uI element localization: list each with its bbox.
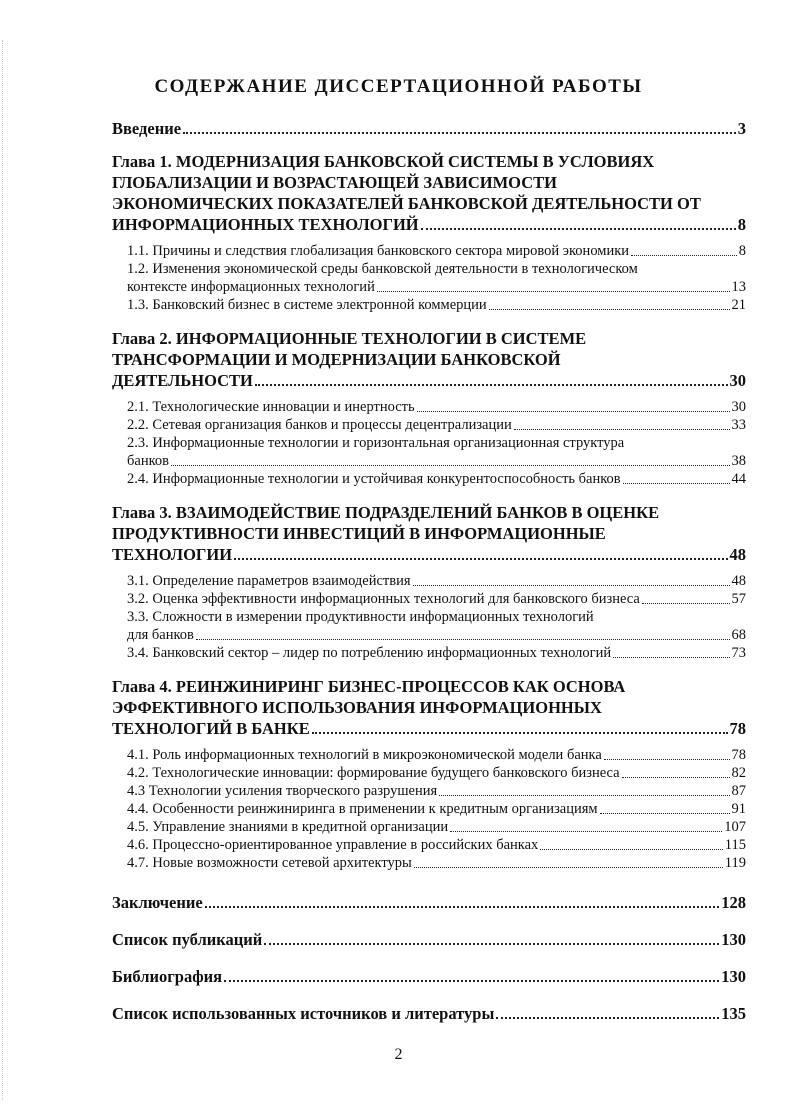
toc-entry-label: банков [127, 453, 169, 469]
toc-entry-line: ПРОДУКТИВНОСТИ ИНВЕСТИЦИЙ В ИНФОРМАЦИОННЫЕ [112, 524, 606, 543]
dot-leader [439, 795, 729, 796]
toc-entry-line: 1.2. Изменения экономической среды банковской деятельности в технологическом [127, 261, 638, 277]
toc-entry-row [112, 544, 746, 565]
dot-leader [604, 759, 730, 760]
toc-page-number: 78 [731, 747, 746, 763]
section-entry [112, 572, 746, 590]
chapter-block [112, 151, 746, 322]
dot-leader [417, 411, 730, 412]
toc-page-number: 91 [731, 801, 746, 817]
toc-entry-line: 3.3. Сложности в измерении продуктивности информационных технологий [127, 609, 594, 625]
toc-entry-row [112, 214, 746, 235]
dot-leader [540, 849, 722, 850]
chapter-heading [112, 328, 746, 391]
toc-entry-row [127, 782, 746, 800]
toc-page-number: 48 [729, 545, 746, 564]
toc-entry-label: ИНФОРМАЦИОННЫХ ТЕХНОЛОГИЙ [112, 215, 419, 234]
toc-entry-row [127, 296, 746, 314]
section-entry [112, 818, 746, 836]
section-entry [112, 644, 746, 662]
dot-leader [414, 867, 723, 868]
toc-entry-label: 4.5. Управление знаниями в кредитной организации [127, 819, 449, 835]
toc-entry-label: 3.4. Банковский сектор – лидер по потреблению информационных технологий [127, 645, 612, 661]
toc-page-number: 78 [729, 719, 746, 738]
back-matter-list [112, 892, 746, 1024]
toc-entry-label: 4.1. Роль информационных технологий в микроэкономической модели банка [127, 747, 602, 763]
toc-page-number: 68 [731, 627, 746, 643]
dot-leader [234, 558, 727, 560]
dot-leader [377, 291, 730, 292]
section-entry [112, 416, 746, 434]
toc-page-number: 119 [724, 855, 746, 871]
section-entry [112, 470, 746, 488]
toc-entry-intro [112, 118, 746, 139]
chapter-heading [112, 151, 746, 235]
toc-entry-row [127, 452, 746, 470]
chapter-heading [112, 502, 746, 565]
toc-page-number: 3 [737, 119, 746, 138]
toc-entry-label: Введение [112, 119, 182, 138]
toc-entry-row [112, 370, 746, 391]
toc-page-number: 30 [729, 371, 746, 390]
chapter-spacer [112, 488, 746, 496]
toc-entry-row [127, 818, 746, 836]
section-entry [112, 608, 746, 644]
dot-leader [312, 732, 728, 734]
toc-entry-row [112, 718, 746, 739]
section-entry [112, 242, 746, 260]
dot-leader [613, 657, 729, 658]
chapter-spacer [112, 662, 746, 670]
toc-page-number: 107 [724, 819, 746, 835]
dot-leader [642, 603, 730, 604]
dot-leader [514, 429, 730, 430]
toc-page-number: 44 [731, 471, 746, 487]
toc-page-number: 8 [738, 243, 746, 259]
toc-entry-line: ЭФФЕКТИВНОГО ИСПОЛЬЗОВАНИЯ ИНФОРМАЦИОННЫХ [112, 698, 602, 717]
toc-entry-row [127, 242, 746, 260]
toc-page-number: 73 [731, 645, 746, 661]
toc-page-number: 135 [721, 1004, 746, 1023]
toc-entry-back-matter [112, 1003, 746, 1024]
toc-entry-line: ЭКОНОМИЧЕСКИХ ПОКАЗАТЕЛЕЙ БАНКОВСКОЙ ДЕЯТЕЛЬНОСТИ ОТ [112, 194, 701, 213]
toc-page-number: 128 [721, 893, 746, 912]
section-entry [112, 836, 746, 854]
dot-leader [450, 831, 722, 832]
toc-entry-row [127, 800, 746, 818]
toc-entry-label: ТЕХНОЛОГИЙ В БАНКЕ [112, 719, 310, 738]
toc-entry-line: 2.3. Информационные технологии и горизонтальная организационная структура [127, 435, 625, 451]
dot-leader [421, 228, 736, 230]
toc-page-number: 87 [731, 783, 746, 799]
toc-page-number: 8 [737, 215, 746, 234]
toc-page-number: 57 [731, 591, 746, 607]
toc-entry-line: ГЛОБАЛИЗАЦИИ И ВОЗРАСТАЮЩЕЙ ЗАВИСИМОСТИ [112, 173, 557, 192]
dot-leader [224, 980, 719, 982]
chapter-spacer [112, 872, 746, 880]
toc-page-number: 38 [731, 453, 746, 469]
section-entry [112, 296, 746, 314]
toc-entry-back-matter [112, 892, 746, 913]
toc-entry-line: Глава 1. МОДЕРНИЗАЦИЯ БАНКОВСКОЙ СИСТЕМЫ В УСЛОВИЯХ [112, 152, 655, 171]
dot-leader [255, 384, 728, 386]
dot-leader [489, 309, 730, 310]
dot-leader [183, 132, 736, 134]
page-title: СОДЕРЖАНИЕ ДИССЕРТАЦИОННОЙ РАБОТЫ [154, 76, 643, 97]
toc-entry-line: Глава 2. ИНФОРМАЦИОННЫЕ ТЕХНОЛОГИИ В СИСТЕМЕ [112, 329, 587, 348]
dot-leader [600, 813, 730, 814]
dot-leader [623, 483, 730, 484]
toc-entry-back-matter [112, 966, 746, 987]
toc-page-number: 33 [731, 417, 746, 433]
toc-entry-label: 3.2. Оценка эффективности информационных технологий для банковского бизнеса [127, 591, 640, 607]
section-entry [112, 800, 746, 818]
chapters-list [112, 151, 746, 880]
section-entry [112, 764, 746, 782]
dot-leader [413, 585, 730, 586]
toc-page-number: 130 [721, 967, 746, 986]
toc-entry-row [127, 644, 746, 662]
toc-entry-row [127, 746, 746, 764]
section-entry [112, 590, 746, 608]
section-entry [112, 260, 746, 296]
toc-entry-row [127, 764, 746, 782]
table-of-contents [112, 112, 746, 1024]
dot-leader [631, 255, 737, 256]
toc-page-number: 115 [724, 837, 746, 853]
toc-page-number: 82 [731, 765, 746, 781]
toc-entry-row [127, 278, 746, 296]
toc-entry-line: Глава 4. РЕИНЖИНИРИНГ БИЗНЕС-ПРОЦЕССОВ КАК ОСНОВА [112, 677, 626, 696]
chapter-block [112, 328, 746, 496]
dot-leader [171, 465, 730, 466]
section-entry [112, 746, 746, 764]
toc-entry-label: Заключение [112, 893, 203, 912]
toc-page-number: 30 [731, 399, 746, 415]
toc-entry-row [127, 572, 746, 590]
dot-leader [622, 777, 730, 778]
toc-entry-line: Глава 3. ВЗАИМОДЕЙСТВИЕ ПОДРАЗДЕЛЕНИЙ БАНКОВ В ОЦЕНКЕ [112, 503, 660, 522]
toc-entry-label: 2.1. Технологические инновации и инертность [127, 399, 415, 415]
toc-entry-line: ТРАНСФОРМАЦИИ И МОДЕРНИЗАЦИИ БАНКОВСКОЙ [112, 350, 561, 369]
toc-entry-label: ТЕХНОЛОГИИ [112, 545, 233, 564]
toc-entry-label: 2.4. Информационные технологии и устойчивая конкурентоспособность банков [127, 471, 621, 487]
toc-entry-label: 4.2. Технологические инновации: формирование будущего банковского бизнеса [127, 765, 620, 781]
toc-entry-label: 4.7. Новые возможности сетевой архитектуры [127, 855, 412, 871]
toc-page-number: 130 [721, 930, 746, 949]
section-entry [112, 854, 746, 872]
toc-entry-row [127, 590, 746, 608]
toc-entry-label: 2.2. Сетевая организация банков и процессы децентрализации [127, 417, 512, 433]
binding-margin-marks [2, 40, 17, 1100]
toc-entry-back-matter [112, 929, 746, 950]
toc-entry-label: ДЕЯТЕЛЬНОСТИ [112, 371, 253, 390]
toc-entry-row [127, 854, 746, 872]
toc-entry-label: 1.1. Причины и следствия глобализация банковского сектора мировой экономики [127, 243, 630, 259]
toc-page-number: 21 [731, 297, 746, 313]
toc-entry-label: 4.3 Технологии усиления творческого разрушения [127, 783, 438, 799]
toc-entry-row [127, 398, 746, 416]
chapter-block [112, 676, 746, 880]
section-entry [112, 434, 746, 470]
toc-entry-row [127, 626, 746, 644]
dot-leader [264, 943, 719, 945]
dot-leader [196, 639, 730, 640]
toc-entry-label: 3.1. Определение параметров взаимодействия [127, 573, 411, 589]
page-number: 2 [394, 1046, 403, 1063]
toc-entry-label: 4.4. Особенности реинжиниринга в применении к кредитным организациям [127, 801, 598, 817]
toc-entry-label: 1.3. Банковский бизнес в системе электронной коммерции [127, 297, 487, 313]
toc-entry-label: 4.6. Процессно-ориентированное управление в российских банках [127, 837, 539, 853]
toc-page-number: 13 [731, 279, 746, 295]
toc-entry-label: контексте информационных технологий [127, 279, 375, 295]
chapter-heading [112, 676, 746, 739]
section-entry [112, 398, 746, 416]
toc-entry-label: Список публикаций [112, 930, 263, 949]
toc-entry-label: для банков [127, 627, 194, 643]
toc-entry-label: Список использованных источников и литературы [112, 1004, 495, 1023]
toc-entry-row [127, 836, 746, 854]
toc-entry-row [127, 470, 746, 488]
toc-entry-row [127, 416, 746, 434]
toc-page-number: 48 [731, 573, 746, 589]
dot-leader [496, 1017, 719, 1019]
chapter-spacer [112, 314, 746, 322]
section-entry [112, 782, 746, 800]
toc-entry-label: Библиография [112, 967, 223, 986]
dot-leader [205, 906, 720, 908]
chapter-block [112, 502, 746, 670]
